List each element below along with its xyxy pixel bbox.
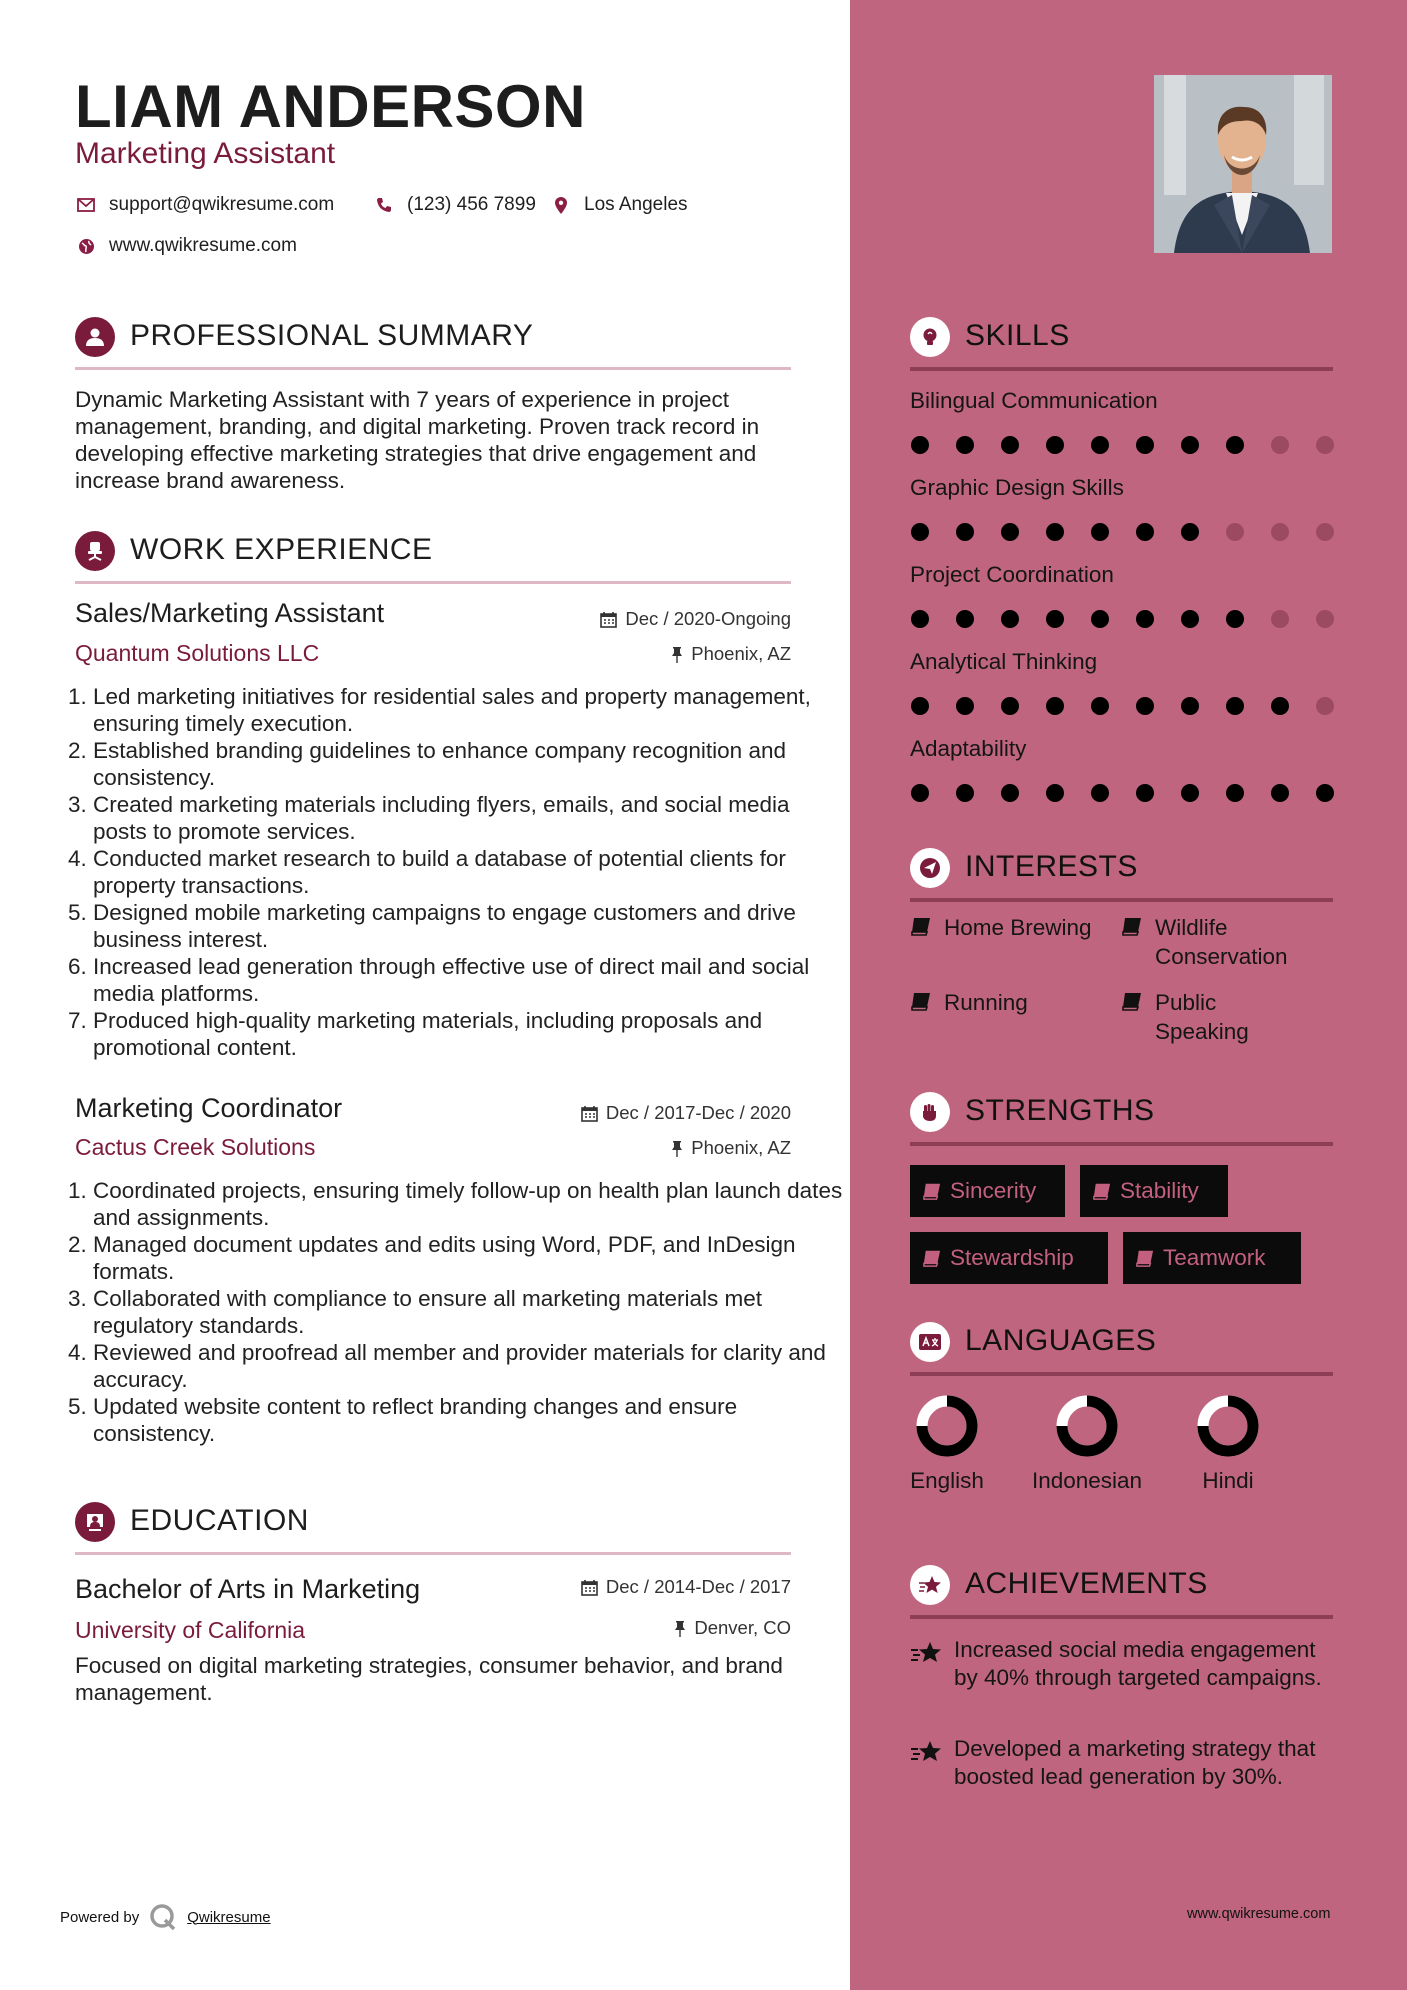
rating-dot	[1046, 697, 1064, 715]
book-icon	[1121, 991, 1143, 1011]
strengths-heading	[910, 1090, 1333, 1146]
candidate-role: Marketing Assistant	[75, 137, 336, 170]
experience-heading	[75, 529, 791, 584]
language-item: Indonesian	[1027, 1394, 1147, 1495]
languages-title: LANGUAGES	[965, 1324, 1157, 1357]
rating-dot	[911, 436, 929, 454]
rating-dot	[1181, 436, 1199, 454]
experience-title: WORK EXPERIENCE	[130, 533, 433, 566]
skill-rating	[911, 523, 1334, 543]
list-item: 7. Produced high-quality marketing materials, including proposals and promotional content.	[93, 1007, 845, 1061]
fist-icon	[910, 1092, 950, 1132]
skills-title: SKILLS	[965, 319, 1070, 352]
rating-dot	[1226, 697, 1244, 715]
rating-dot	[1091, 436, 1109, 454]
rating-dot	[1001, 436, 1019, 454]
education-description: Focused on digital marketing strategies, consumer behavior, and brand management.	[75, 1653, 783, 1705]
translate-icon	[910, 1322, 950, 1362]
education-dates: Dec / 2014-Dec / 2017	[581, 1576, 791, 1598]
contact-website[interactable]	[75, 235, 297, 257]
interest-item: Running	[910, 988, 1120, 1017]
rating-dot	[1226, 436, 1244, 454]
profile-photo	[1154, 75, 1332, 253]
rating-dot	[1271, 523, 1289, 541]
rating-dot	[1136, 697, 1154, 715]
languages-heading	[910, 1320, 1333, 1376]
powered-by: Powered by Qwikresume	[60, 1903, 271, 1931]
rating-dot	[911, 784, 929, 802]
rating-dot	[956, 436, 974, 454]
job-title: Sales/Marketing Assistant	[75, 598, 385, 628]
rating-dot	[1091, 523, 1109, 541]
rating-dot	[1046, 784, 1064, 802]
education-heading	[75, 1500, 791, 1555]
book-icon	[922, 1249, 942, 1267]
interest-item: Public Speaking	[1121, 988, 1261, 1046]
rating-dot	[1046, 523, 1064, 541]
list-item: 1. Coordinated projects, ensuring timely follow-up on health plan launch dates and assignments.	[93, 1177, 845, 1231]
lightbulb-icon	[910, 317, 950, 357]
job-bullets	[48, 1177, 845, 1447]
skill-name: Analytical Thinking	[910, 649, 1098, 674]
email-text: support@qwikresume.com	[109, 194, 335, 215]
achievement-item: Developed a marketing strategy that boosted lead generation by 30%.	[910, 1735, 1330, 1791]
rating-dot	[1136, 436, 1154, 454]
strength-tag: Stability	[1080, 1165, 1228, 1217]
interest-item: Home Brewing	[910, 913, 1120, 942]
language-ring	[915, 1394, 979, 1458]
candidate-name: LIAM ANDERSON	[75, 73, 586, 140]
job-location: Phoenix, AZ	[671, 1137, 791, 1159]
pushpin-icon	[674, 1620, 686, 1637]
company-name: Cactus Creek Solutions	[75, 1134, 316, 1160]
skill-name: Graphic Design Skills	[910, 475, 1124, 500]
rating-dot	[1316, 436, 1334, 454]
contact-email[interactable]	[75, 194, 334, 216]
list-item: 1. Led marketing initiatives for residential sales and property management, ensuring timely execution.	[93, 683, 845, 737]
rating-dot	[1181, 697, 1199, 715]
skill-name: Project Coordination	[910, 562, 1114, 587]
globe-icon	[75, 235, 97, 257]
list-item: 2. Managed document updates and edits using Word, PDF, and InDesign formats.	[93, 1231, 845, 1285]
qwikresume-logo-icon	[149, 1903, 177, 1931]
rating-dot	[911, 697, 929, 715]
summary-text: Dynamic Marketing Assistant with 7 years of experience in project management, branding, and digital marketing. Proven track record in developing effective marketing strategies that drive engagement and increase brand awareness.	[75, 387, 760, 493]
achievements-heading	[910, 1563, 1333, 1619]
degree-title: Bachelor of Arts in Marketing	[75, 1574, 421, 1604]
rating-dot	[1226, 610, 1244, 628]
job-dates: Dec / 2017-Dec / 2020	[581, 1102, 791, 1124]
skill-rating	[911, 610, 1334, 630]
summary-title: PROFESSIONAL SUMMARY	[130, 319, 534, 352]
pushpin-icon	[671, 646, 683, 663]
book-icon	[1121, 916, 1143, 936]
rating-dot	[1316, 784, 1334, 802]
rating-dot	[1046, 610, 1064, 628]
rating-dot	[1181, 784, 1199, 802]
rating-dot	[1226, 784, 1244, 802]
user-icon	[75, 317, 115, 357]
rating-dot	[1271, 436, 1289, 454]
skill-rating	[911, 784, 1334, 804]
star-icon	[910, 1640, 944, 1666]
interest-item: Wildlife Conservation	[1121, 913, 1331, 971]
footer-url[interactable]: www.qwikresume.com	[1187, 1906, 1331, 1922]
skill-rating	[911, 697, 1334, 717]
language-item: Hindi	[1168, 1394, 1288, 1495]
skill-name: Adaptability	[910, 736, 1027, 761]
rating-dot	[1136, 523, 1154, 541]
language-ring	[1196, 1394, 1260, 1458]
phone-text: (123) 456 7899	[407, 194, 536, 215]
pushpin-icon	[671, 1140, 683, 1157]
list-item: 5. Designed mobile marketing campaigns to engage customers and drive business interest.	[93, 899, 845, 953]
rating-dot	[1316, 697, 1334, 715]
rating-dot	[1181, 523, 1199, 541]
star-icon	[910, 1739, 944, 1765]
rating-dot	[1316, 523, 1334, 541]
rating-dot	[911, 610, 929, 628]
job-bullets	[48, 683, 845, 1061]
book-icon	[1135, 1249, 1155, 1267]
rating-dot	[1316, 610, 1334, 628]
language-item: English	[887, 1394, 1007, 1495]
summary-heading	[75, 315, 791, 370]
rating-dot	[1136, 784, 1154, 802]
graduate-icon	[75, 1502, 115, 1542]
rating-dot	[1271, 610, 1289, 628]
achievements-title: ACHIEVEMENTS	[965, 1567, 1208, 1600]
paper-plane-icon	[910, 848, 950, 888]
location-text: Los Angeles	[584, 194, 688, 215]
rating-dot	[956, 610, 974, 628]
rating-dot	[1091, 610, 1109, 628]
rating-dot	[1181, 610, 1199, 628]
rating-dot	[1001, 523, 1019, 541]
list-item: 4. Reviewed and proofread all member and provider materials for clarity and accuracy.	[93, 1339, 845, 1393]
rating-dot	[1136, 610, 1154, 628]
book-icon	[910, 991, 932, 1011]
skills-heading	[910, 315, 1333, 371]
education-title: EDUCATION	[130, 1504, 309, 1537]
phone-icon	[373, 194, 395, 216]
calendar-icon	[581, 1579, 598, 1596]
rating-dot	[1046, 436, 1064, 454]
rating-dot	[956, 784, 974, 802]
list-item: 6. Increased lead generation through effective use of direct mail and social media platforms.	[93, 953, 845, 1007]
list-item: 2. Established branding guidelines to enhance company recognition and consistency.	[93, 737, 845, 791]
achievement-item: Increased social media engagement by 40% through targeted campaigns.	[910, 1636, 1330, 1692]
job-title: Marketing Coordinator	[75, 1093, 343, 1123]
language-ring	[1055, 1394, 1119, 1458]
website-text: www.qwikresume.com	[109, 235, 297, 256]
list-item: 3. Created marketing materials including flyers, emails, and social media posts to promote services.	[93, 791, 845, 845]
book-icon	[1092, 1182, 1112, 1200]
strengths-title: STRENGTHS	[965, 1094, 1155, 1127]
rating-dot	[956, 523, 974, 541]
list-item: 4. Conducted market research to build a database of potential clients for property transactions.	[93, 845, 845, 899]
star-badge-icon	[910, 1565, 950, 1605]
strength-tag: Sincerity	[910, 1165, 1065, 1217]
interests-title: INTERESTS	[965, 850, 1138, 883]
rating-dot	[911, 523, 929, 541]
rating-dot	[1226, 523, 1244, 541]
strength-tag: Teamwork	[1123, 1232, 1301, 1284]
skill-name: Bilingual Communication	[910, 388, 1158, 413]
job-dates: Dec / 2020-Ongoing	[600, 608, 791, 630]
calendar-icon	[600, 611, 617, 628]
book-icon	[922, 1182, 942, 1200]
strength-tag: Stewardship	[910, 1232, 1108, 1284]
book-icon	[910, 916, 932, 936]
school-name: University of California	[75, 1617, 306, 1643]
contact-location	[550, 194, 688, 216]
rating-dot	[1271, 697, 1289, 715]
skill-rating	[911, 436, 1334, 456]
rating-dot	[1001, 610, 1019, 628]
rating-dot	[956, 697, 974, 715]
job-location: Phoenix, AZ	[671, 643, 791, 665]
rating-dot	[1271, 784, 1289, 802]
map-pin-icon	[550, 194, 572, 216]
rating-dot	[1091, 784, 1109, 802]
rating-dot	[1001, 784, 1019, 802]
rating-dot	[1001, 697, 1019, 715]
rating-dot	[1091, 697, 1109, 715]
envelope-icon	[75, 194, 97, 216]
office-chair-icon	[75, 531, 115, 571]
list-item: 5. Updated website content to reflect branding changes and ensure consistency.	[93, 1393, 845, 1447]
brand-link[interactable]: Qwikresume	[187, 1908, 271, 1926]
calendar-icon	[581, 1105, 598, 1122]
contact-phone[interactable]	[373, 194, 536, 216]
interests-heading	[910, 846, 1333, 902]
company-name: Quantum Solutions LLC	[75, 640, 320, 666]
education-location: Denver, CO	[674, 1617, 791, 1639]
list-item: 3. Collaborated with compliance to ensure all marketing materials met regulatory standards.	[93, 1285, 845, 1339]
